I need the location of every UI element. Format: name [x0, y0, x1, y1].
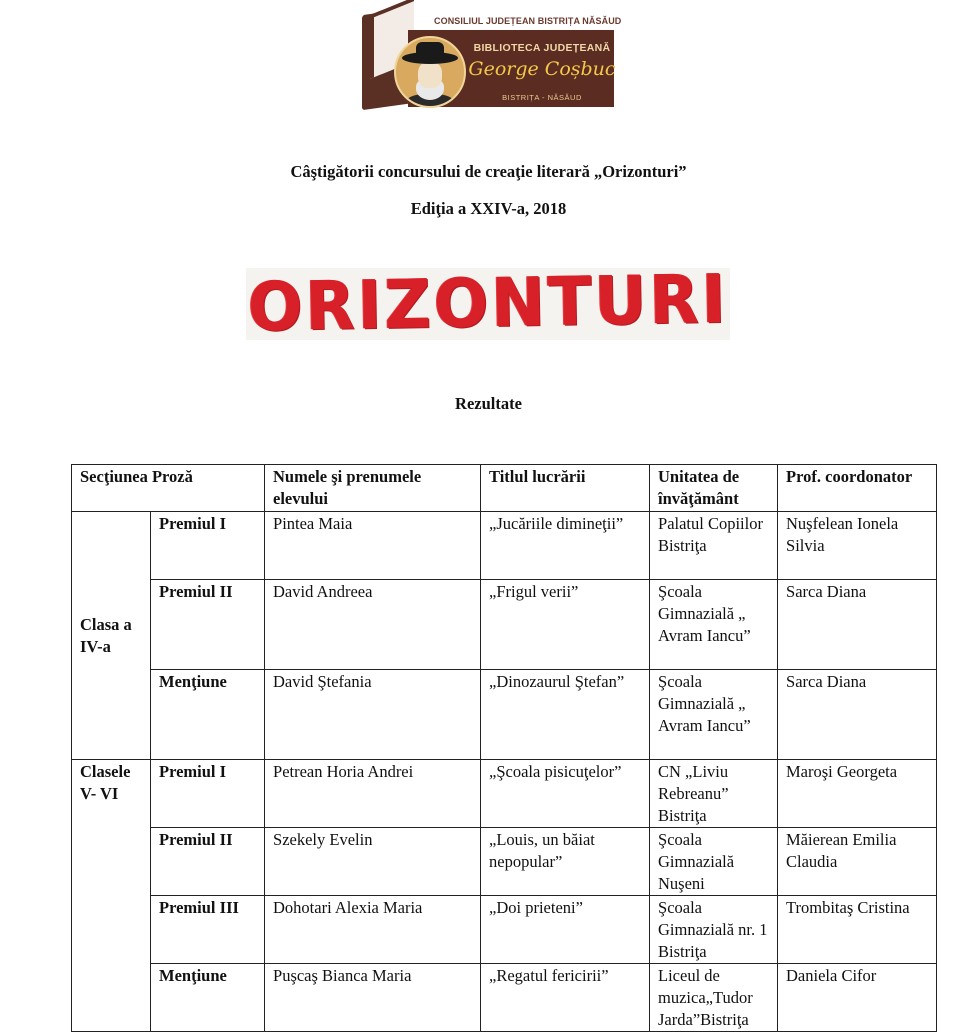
work-title-cell: „Jucăriile dimineţii”: [481, 512, 650, 580]
teacher-cell: Maroşi Georgeta: [778, 760, 937, 828]
school-cell: Palatul Copiilor Bistriţa: [650, 512, 778, 580]
student-name-cell: David Ştefania: [265, 670, 481, 760]
student-name-cell: Petrean Horia Andrei: [265, 760, 481, 828]
school-cell: Şcoala Gimnazială nr. 1 Bistriţa: [650, 896, 778, 964]
table-row: [72, 580, 937, 670]
prize-cell: Premiul II: [151, 580, 265, 670]
logo-place-text: BISTRIȚA - NĂSĂUD: [502, 93, 582, 102]
school-cell: Şcoala Gimnazială „ Avram Iancu”: [650, 580, 778, 670]
orizonturi-banner-text: ORIZONTURI: [247, 260, 729, 348]
header-title: Titlul lucrării: [481, 465, 650, 512]
class-group-label: Clasa a IV-a: [72, 512, 151, 760]
prize-cell: Premiul II: [151, 828, 265, 896]
prize-cell: Premiul I: [151, 512, 265, 580]
header-school: Unitatea de învăţământ: [650, 465, 778, 512]
work-title-cell: „Louis, un băiat nepopular”: [481, 828, 650, 896]
results-table: [71, 464, 937, 1032]
teacher-cell: Nuşfelean Ionela Silvia: [778, 512, 937, 580]
logo-council-text: CONSILIUL JUDEȚEAN BISTRIȚA NĂSĂUD: [434, 16, 622, 26]
school-cell: Şcoala Gimnazială „ Avram Iancu”: [650, 670, 778, 760]
school-cell: Şcoala Gimnazială Nuşeni: [650, 828, 778, 896]
work-title-cell: „Regatul fericirii”: [481, 964, 650, 1032]
student-name-cell: Szekely Evelin: [265, 828, 481, 896]
work-title-cell: „Dinozaurul Ştefan”: [481, 670, 650, 760]
teacher-cell: Sarca Diana: [778, 580, 937, 670]
student-name-cell: Pintea Maia: [265, 512, 481, 580]
edition-subtitle: Ediţia a XXIV-a, 2018: [410, 199, 567, 218]
work-title-cell: „Doi prieteni”: [481, 896, 650, 964]
school-cell: CN „Liviu Rebreanu” Bistriţa: [650, 760, 778, 828]
table-header-row: [72, 465, 937, 512]
student-name-cell: David Andreea: [265, 580, 481, 670]
prize-cell: Premiul I: [151, 760, 265, 828]
table-row: [72, 828, 937, 896]
header-name: Numele şi prenumele elevului: [265, 465, 481, 512]
class-group-label: Clasele V- VI: [72, 760, 151, 1032]
school-cell: Liceul de muzica„Tudor Jarda”Bistriţa: [650, 964, 778, 1032]
table-row: [72, 670, 937, 760]
table-row: [72, 964, 937, 1032]
prize-cell: Menţiune: [151, 964, 265, 1032]
table-row: [72, 512, 937, 580]
header-section: Secţiunea Proză: [72, 465, 265, 512]
work-title-cell: „Şcoala pisicuţelor”: [481, 760, 650, 828]
prize-cell: Menţiune: [151, 670, 265, 760]
teacher-cell: Sarca Diana: [778, 670, 937, 760]
teacher-cell: Daniela Cifor: [778, 964, 937, 1032]
portrait-icon: [394, 36, 466, 108]
student-name-cell: Puşcaş Bianca Maria: [265, 964, 481, 1032]
page-title: Câştigătorii concursului de creaţie literară „Orizonturi”: [290, 162, 687, 181]
logo-library-text: BIBLIOTECA JUDEȚEANĂ: [473, 42, 611, 54]
prize-cell: Premiul III: [151, 896, 265, 964]
table-row: [72, 896, 937, 964]
table-row: [72, 760, 937, 828]
orizonturi-banner: [246, 260, 730, 348]
student-name-cell: Dohotari Alexia Maria: [265, 896, 481, 964]
results-heading: Rezultate: [455, 394, 522, 413]
work-title-cell: „Frigul verii”: [481, 580, 650, 670]
logo-name-text: George Coșbuc: [468, 58, 616, 80]
teacher-cell: Trombitaş Cristina: [778, 896, 937, 964]
header-teacher: Prof. coordonator: [778, 465, 937, 512]
library-logo: [360, 4, 622, 107]
teacher-cell: Măierean Emilia Claudia: [778, 828, 937, 896]
